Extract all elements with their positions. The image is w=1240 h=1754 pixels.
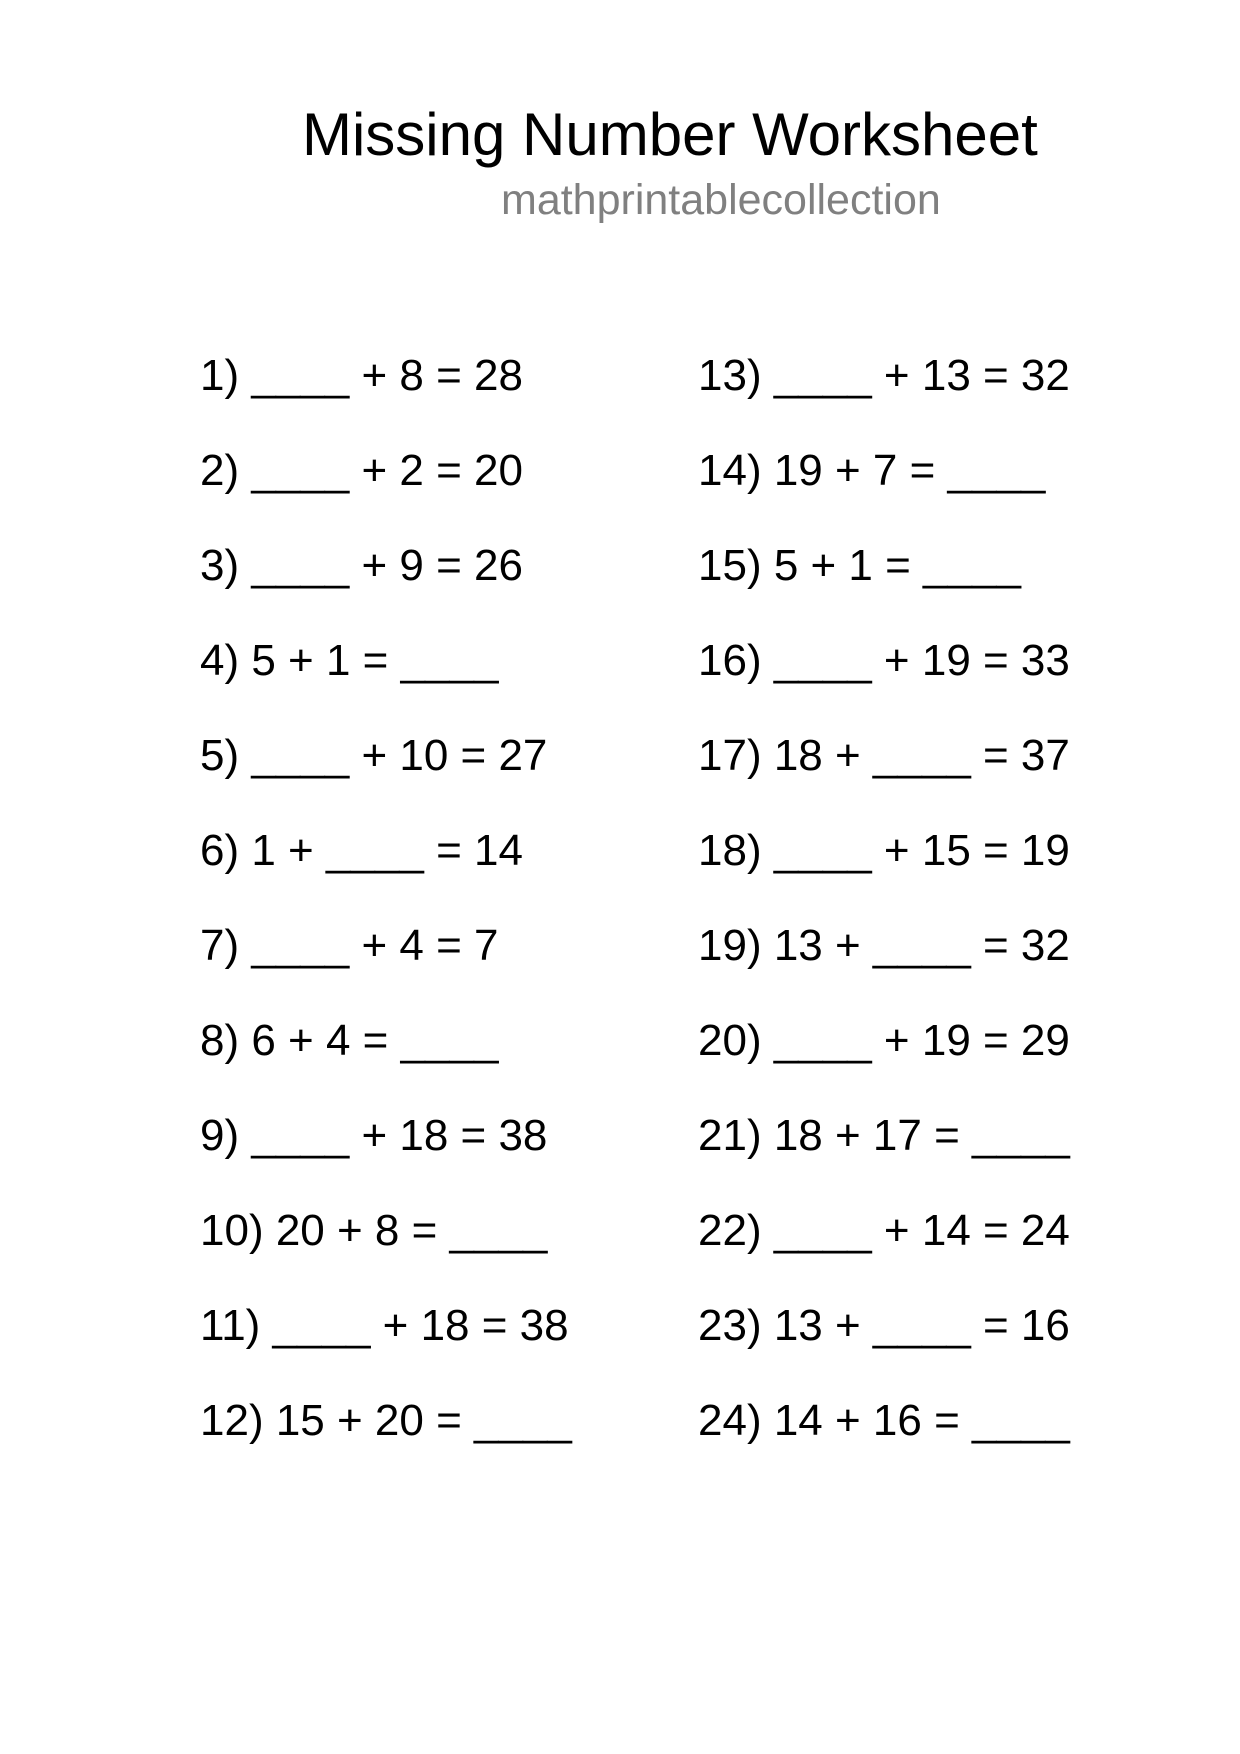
problem-19: 19) 13 + ____ = 32 <box>698 921 1070 970</box>
problem-10: 10) 20 + 8 = ____ <box>200 1206 548 1255</box>
problem-6: 6) 1 + ____ = 14 <box>200 826 523 875</box>
problem-2: 2) ____ + 2 = 20 <box>200 446 523 495</box>
problem-18: 18) ____ + 15 = 19 <box>698 826 1070 875</box>
problem-1: 1) ____ + 8 = 28 <box>200 351 523 400</box>
problem-21: 21) 18 + 17 = ____ <box>698 1111 1070 1160</box>
problem-11: 11) ____ + 18 = 38 <box>200 1301 569 1350</box>
problem-9: 9) ____ + 18 = 38 <box>200 1111 548 1160</box>
worksheet-title: Missing Number Worksheet <box>302 101 1038 168</box>
problem-14: 14) 19 + 7 = ____ <box>698 446 1046 495</box>
problem-13: 13) ____ + 13 = 32 <box>698 351 1070 400</box>
problem-12: 12) 15 + 20 = ____ <box>200 1396 572 1445</box>
problem-20: 20) ____ + 19 = 29 <box>698 1016 1070 1065</box>
problem-22: 22) ____ + 14 = 24 <box>698 1206 1070 1255</box>
problem-8: 8) 6 + 4 = ____ <box>200 1016 499 1065</box>
problem-7: 7) ____ + 4 = 7 <box>200 921 499 970</box>
problem-4: 4) 5 + 1 = ____ <box>200 636 499 685</box>
worksheet-subtitle: mathprintablecollection <box>501 176 941 224</box>
problem-16: 16) ____ + 19 = 33 <box>698 636 1070 685</box>
problem-23: 23) 13 + ____ = 16 <box>698 1301 1070 1350</box>
problem-17: 17) 18 + ____ = 37 <box>698 731 1070 780</box>
problem-24: 24) 14 + 16 = ____ <box>698 1396 1070 1445</box>
problem-15: 15) 5 + 1 = ____ <box>698 541 1021 590</box>
problem-3: 3) ____ + 9 = 26 <box>200 541 523 590</box>
problem-5: 5) ____ + 10 = 27 <box>200 731 548 780</box>
